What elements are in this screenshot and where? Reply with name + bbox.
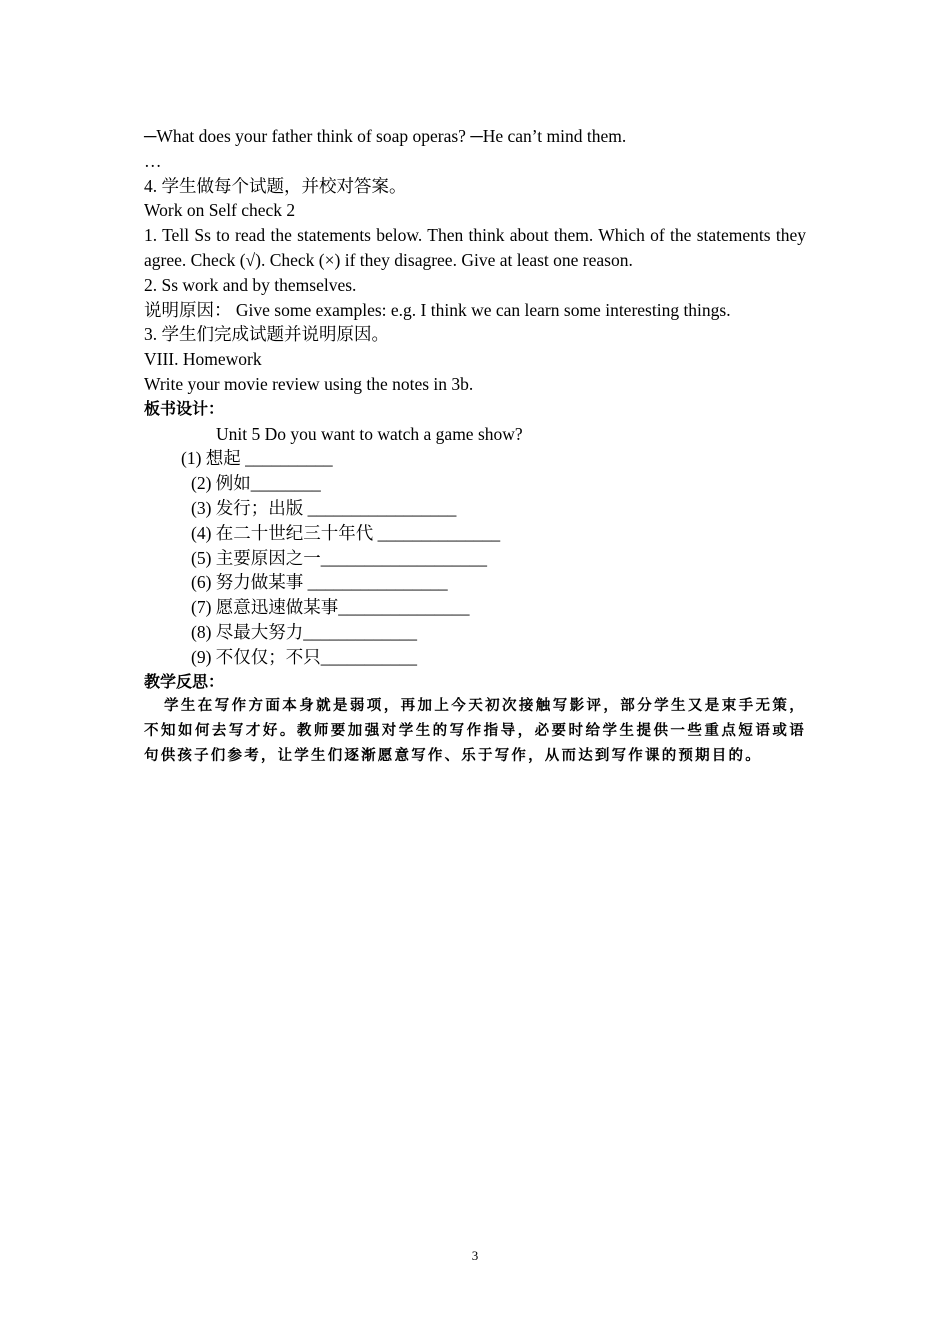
- board-item: (7) 愿意迅速做某事_______________: [191, 597, 470, 618]
- board-item: (4) 在二十世纪三十年代 ______________: [191, 522, 501, 543]
- dialog-line: ─What does your father think of soap operas? ─He can’t mind them.: [144, 126, 627, 146]
- step-3-line: 3. 学生们完成试题并说明原因。: [144, 324, 389, 345]
- page-content: [144, 124, 806, 769]
- board-design-heading: 板书设计：: [144, 398, 225, 418]
- homework-heading: VIII. Homework: [144, 349, 262, 370]
- self-check-heading: Work on Self check 2: [144, 200, 296, 221]
- step-4-line: 4. 学生做每个试题，并校对答案。: [144, 175, 407, 196]
- explain-reason-line: 说明原因： Give some examples: e.g. I think we can learn some interesting things.: [144, 299, 731, 320]
- ellipsis-line: …: [144, 150, 162, 171]
- board-item: (2) 例如________: [191, 473, 321, 494]
- step-2-line: 2. Ss work and by themselves.: [144, 274, 357, 295]
- board-item: (6) 努力做某事 ________________: [191, 572, 448, 593]
- board-item: (8) 尽最大努力_____________: [191, 621, 418, 642]
- board-item: (3) 发行；出版 _________________: [191, 497, 457, 518]
- board-item: (9) 不仅仅；不只___________: [191, 646, 418, 667]
- board-item: (5) 主要原因之一___________________: [191, 547, 488, 568]
- homework-text: Write your movie review using the notes in 3b.: [144, 373, 474, 394]
- board-item: (1) 想起 __________: [181, 448, 333, 469]
- reflection-heading: 教学反思：: [144, 671, 225, 691]
- reflection-paragraph: 学生在写作方面本身就是弱项，再加上今天初次接触写影评，部分学生又是束手无策，不知如何去写才好。教师要加强对学生的写作指导，必要时给学生提供一些重点短语或语句供孩子们参考，让学生们逐渐愿意写作、乐于写作，从而达到写作课的预期目的。: [144, 698, 806, 764]
- page-number: 3: [471, 1248, 479, 1263]
- step-1-paragraph: 1. Tell Ss to read the statements below. Then think about them. Which of the statements they agree. Check (√). Check (×) if they disagree. Give at least one reason.: [144, 225, 806, 270]
- board-title: Unit 5 Do you want to watch a game show?: [216, 423, 523, 444]
